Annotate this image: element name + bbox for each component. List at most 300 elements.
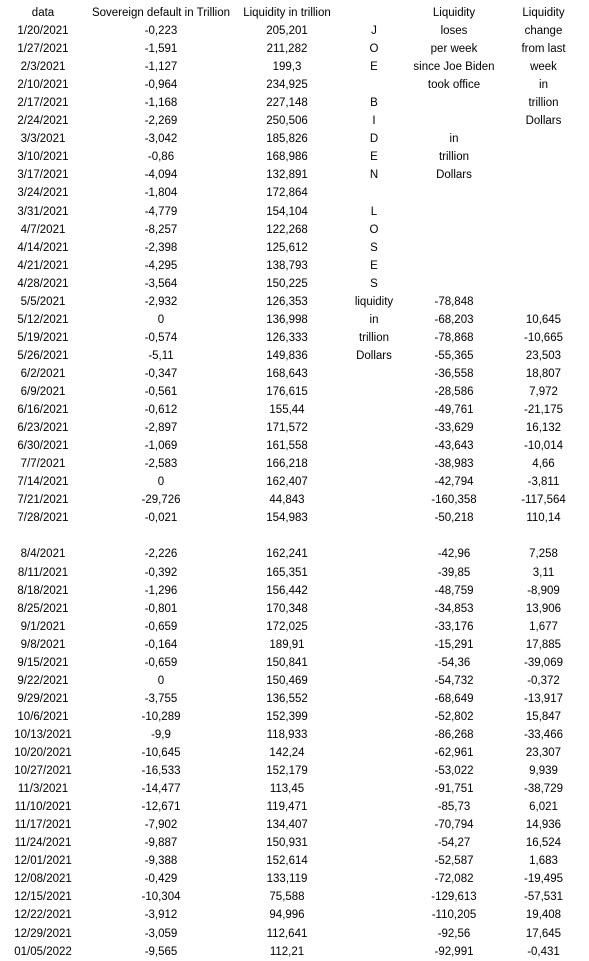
date-cell: 3/17/2021 [17, 169, 69, 181]
date-cell: 4/28/2021 [17, 278, 69, 290]
annotation-cell [338, 491, 410, 509]
sovereign-default-cell: -0,429 [144, 873, 178, 885]
liquidity-change-cell: 3,11 [532, 567, 555, 579]
liquidity-loss-cell: -38,983 [434, 458, 474, 470]
date-cell: 8/18/2021 [17, 585, 69, 597]
sovereign-default-cell: -14,477 [141, 783, 181, 795]
liquidity-change-cell [498, 239, 589, 257]
annotation-cell [338, 618, 410, 636]
liquidity-cell: 125,612 [266, 242, 308, 254]
annotation-cell [338, 726, 410, 744]
liquidity-cell: 162,407 [266, 476, 308, 488]
liquidity-loss-cell [410, 257, 498, 275]
sovereign-default-cell: -10,289 [141, 711, 181, 723]
date-cell: 5/5/2021 [20, 296, 66, 308]
liquidity-cell: 227,148 [266, 97, 308, 109]
liquidity-cell: 150,931 [266, 837, 308, 849]
annotation-cell [338, 672, 410, 690]
liquidity-change-cell [498, 166, 589, 184]
annotation-cell [338, 798, 410, 816]
liquidity-loss-cell: -42,794 [434, 476, 474, 488]
sovereign-default-cell: -3,755 [144, 693, 178, 705]
sovereign-default-cell: -0,561 [144, 386, 178, 398]
liquidity-loss-cell [410, 221, 498, 239]
liquidity-change-cell: 23,307 [525, 747, 562, 759]
annotation-cell: E [370, 260, 378, 272]
annotation-cell: I [372, 115, 376, 127]
sovereign-default-cell: -16,533 [141, 765, 181, 777]
header-liquidity: Liquidity in trillion [243, 7, 331, 19]
sovereign-default-cell: -0,612 [144, 404, 178, 416]
liquidity-loss-cell: -33,629 [434, 422, 474, 434]
annotation-cell [338, 925, 410, 943]
liquidity-change-cell: -39,069 [523, 657, 563, 669]
date-cell: 10/27/2021 [14, 765, 72, 777]
date-cell: 7/21/2021 [17, 494, 69, 506]
annotation-cell [338, 888, 410, 906]
liquidity-loss-cell [410, 239, 498, 257]
date-cell: 6/9/2021 [20, 386, 66, 398]
annotation-cell [338, 365, 410, 383]
date-cell: 2/24/2021 [17, 115, 69, 127]
liquidity-loss-cell: -68,649 [434, 693, 474, 705]
liquidity-loss-cell: -129,613 [431, 891, 477, 903]
sovereign-default-cell: -0,659 [144, 621, 178, 633]
date-cell: 12/15/2021 [14, 891, 72, 903]
liquidity-cell: 44,843 [269, 494, 305, 506]
annotation-cell: D [369, 133, 379, 145]
header-date: data [31, 7, 55, 19]
liquidity-loss-cell: in [449, 133, 459, 145]
liquidity-change-cell: Dollars [525, 115, 562, 127]
liquidity-cell: 154,983 [266, 512, 308, 524]
liquidity-change-cell [498, 148, 589, 166]
liquidity-change-cell: 19,408 [525, 909, 562, 921]
sovereign-default-cell [86, 527, 236, 545]
sovereign-default-cell: -0,86 [147, 151, 175, 163]
date-cell: 9/22/2021 [17, 675, 69, 687]
liquidity-change-cell: 17,645 [525, 928, 562, 940]
liquidity-change-cell: 7,258 [529, 548, 558, 560]
date-cell: 1/20/2021 [17, 25, 69, 37]
liquidity-cell: 118,933 [266, 729, 308, 741]
liquidity-loss-cell: -86,268 [434, 729, 474, 741]
date-cell: 12/22/2021 [14, 909, 72, 921]
liquidity-loss-cell: -55,365 [434, 350, 474, 362]
liquidity-cell: 155,44 [269, 404, 305, 416]
sovereign-default-cell: 0 [157, 314, 165, 326]
liquidity-loss-cell: -54,732 [434, 675, 474, 687]
liquidity-loss-cell: -92,56 [437, 928, 471, 940]
annotation-cell [338, 582, 410, 600]
liquidity-cell: 172,864 [266, 187, 308, 199]
date-cell: 3/31/2021 [17, 206, 69, 218]
annotation-cell [338, 527, 410, 545]
date-cell: 8/11/2021 [17, 567, 69, 579]
annotation-cell: S [370, 242, 378, 254]
liquidity-cell: 122,268 [266, 224, 308, 236]
liquidity-change-cell: -19,495 [523, 873, 563, 885]
liquidity-loss-cell: since Joe Biden [413, 61, 495, 73]
liquidity-cell: 168,643 [266, 368, 308, 380]
sovereign-default-cell: -1,591 [144, 43, 178, 55]
liquidity-loss-cell: -68,203 [434, 314, 474, 326]
annotation-cell [338, 437, 410, 455]
sovereign-default-cell: -3,564 [144, 278, 178, 290]
annotation-cell: trillion [358, 332, 390, 344]
liquidity-change-cell [498, 293, 589, 311]
annotation-cell [338, 852, 410, 870]
liquidity-cell: 112,21 [269, 946, 305, 958]
sovereign-default-cell: -3,059 [144, 928, 178, 940]
liquidity-loss-cell: per week [430, 43, 478, 55]
liquidity-cell: 166,218 [266, 458, 308, 470]
annotation-cell [338, 744, 410, 762]
liquidity-change-cell: -0,372 [527, 675, 560, 687]
liquidity-change-cell: 7,972 [529, 386, 558, 398]
liquidity-cell: 136,552 [266, 693, 308, 705]
liquidity-change-cell [498, 221, 589, 239]
annotation-cell: L [370, 206, 378, 218]
liquidity-change-cell: -10,665 [523, 332, 563, 344]
annotation-cell: liquidity [354, 296, 394, 308]
liquidity-cell: 126,333 [266, 332, 308, 344]
annotation-cell [338, 636, 410, 654]
liquidity-cell: 138,793 [266, 260, 308, 272]
liquidity-loss-cell: -160,358 [431, 494, 477, 506]
date-cell: 12/08/2021 [14, 873, 72, 885]
liquidity-loss-cell: -48,759 [434, 585, 474, 597]
liquidity-loss-cell: trillion [438, 151, 470, 163]
date-cell: 7/14/2021 [17, 476, 69, 488]
liquidity-change-cell: -8,909 [527, 585, 560, 597]
liquidity-cell: 168,986 [266, 151, 308, 163]
date-cell: 8/25/2021 [17, 603, 69, 615]
liquidity-change-cell: -57,531 [523, 891, 563, 903]
liquidity-change-cell: 18,807 [525, 368, 562, 380]
sovereign-default-cell: -3,042 [144, 133, 178, 145]
liquidity-loss-cell: -92,991 [434, 946, 474, 958]
liquidity-loss-cell: -49,761 [434, 404, 474, 416]
date-cell: 4/21/2021 [17, 260, 69, 272]
liquidity-loss-cell: -33,176 [434, 621, 474, 633]
sovereign-default-cell: -1,296 [144, 585, 178, 597]
sovereign-default-cell: -4,094 [144, 169, 178, 181]
date-cell: 6/23/2021 [17, 422, 69, 434]
annotation-cell [338, 906, 410, 924]
date-cell: 9/15/2021 [17, 657, 69, 669]
annotation-cell: J [371, 25, 377, 37]
date-cell: 01/05/2022 [14, 946, 72, 958]
liquidity-change-cell: -0,431 [527, 946, 560, 958]
date-cell: 5/19/2021 [17, 332, 69, 344]
date-cell [0, 527, 86, 545]
liquidity-change-cell [498, 257, 589, 275]
date-cell: 11/17/2021 [14, 819, 72, 831]
liquidity-change-cell [498, 275, 589, 293]
annotation-cell: N [369, 169, 379, 181]
liquidity-loss-cell [410, 275, 498, 293]
liquidity-cell: 161,558 [266, 440, 308, 452]
sovereign-default-cell: -10,645 [141, 747, 181, 759]
date-cell: 9/8/2021 [20, 639, 66, 651]
sovereign-default-cell: -8,257 [144, 224, 178, 236]
annotation-cell [338, 834, 410, 852]
liquidity-change-cell: -13,917 [523, 693, 563, 705]
annotation-cell: B [370, 97, 378, 109]
annotation-cell [338, 708, 410, 726]
liquidity-loss-cell: -43,643 [434, 440, 474, 452]
date-cell: 8/4/2021 [20, 548, 66, 560]
liquidity-loss-cell: -42,96 [437, 548, 471, 560]
liquidity-change-cell: -38,729 [523, 783, 563, 795]
liquidity-change-cell [498, 527, 589, 545]
date-cell: 2/17/2021 [17, 97, 69, 109]
annotation-cell [338, 690, 410, 708]
annotation-cell [338, 600, 410, 618]
liquidity-change-cell: 14,936 [525, 819, 562, 831]
annotation-cell: E [370, 151, 378, 163]
date-cell: 10/13/2021 [14, 729, 72, 741]
liquidity-change-cell [498, 130, 589, 148]
date-cell: 6/30/2021 [17, 440, 69, 452]
sovereign-default-cell: -12,671 [141, 801, 181, 813]
liquidity-cell: 154,104 [266, 206, 308, 218]
liquidity-change-cell: -3,811 [527, 476, 560, 488]
liquidity-loss-cell: -15,291 [434, 639, 474, 651]
liquidity-loss-cell: -91,751 [434, 783, 474, 795]
sovereign-default-cell: -2,897 [144, 422, 178, 434]
date-cell: 3/3/2021 [20, 133, 66, 145]
liquidity-cell: 94,996 [269, 909, 305, 921]
liquidity-cell: 126,353 [266, 296, 308, 308]
sovereign-default-cell: -2,269 [144, 115, 178, 127]
date-cell: 9/29/2021 [17, 693, 69, 705]
liquidity-cell: 136,998 [266, 314, 308, 326]
sovereign-default-cell: -0,801 [144, 603, 178, 615]
annotation-cell [338, 76, 410, 94]
annotation-cell [338, 564, 410, 582]
sovereign-default-cell: 0 [157, 476, 165, 488]
liquidity-loss-cell: -110,205 [431, 909, 477, 921]
annotation-cell [338, 545, 410, 563]
annotation-cell: E [370, 61, 378, 73]
sovereign-default-cell: -0,659 [144, 657, 178, 669]
liquidity-cell: 250,506 [266, 115, 308, 127]
liquidity-cell: 234,925 [266, 79, 308, 91]
liquidity-change-cell: 13,906 [525, 603, 562, 615]
liquidity-cell: 189,91 [269, 639, 305, 651]
liquidity-loss-cell: -52,802 [434, 711, 474, 723]
annotation-cell [338, 870, 410, 888]
date-cell: 4/7/2021 [20, 224, 66, 236]
liquidity-cell: 172,025 [266, 621, 308, 633]
sovereign-default-cell: -10,304 [141, 891, 181, 903]
sovereign-default-cell: -1,127 [144, 61, 178, 73]
date-cell: 2/3/2021 [20, 61, 66, 73]
liquidity-loss-cell: -39,85 [437, 567, 471, 579]
liquidity-cell: 176,615 [266, 386, 308, 398]
annotation-cell: Dollars [356, 350, 392, 362]
liquidity-change-cell: 16,132 [525, 422, 562, 434]
annotation-cell [338, 762, 410, 780]
liquidity-cell: 162,241 [266, 548, 308, 560]
liquidity-cell: 156,442 [266, 585, 308, 597]
annotation-cell: in [369, 314, 379, 326]
liquidity-change-cell: 1,677 [529, 621, 558, 633]
date-cell: 6/2/2021 [20, 368, 66, 380]
sovereign-default-cell: -9,887 [144, 837, 178, 849]
liquidity-loss-cell: -62,961 [434, 747, 474, 759]
liquidity-loss-cell: -70,794 [434, 819, 474, 831]
liquidity-change-cell: 23,503 [525, 350, 562, 362]
liquidity-cell: 205,201 [266, 25, 308, 37]
sovereign-default-cell: -9,388 [144, 855, 178, 867]
liquidity-change-cell: trillion [528, 97, 559, 109]
liquidity-cell: 165,351 [266, 567, 308, 579]
sovereign-default-cell: -1,069 [144, 440, 178, 452]
sovereign-default-cell: -7,902 [144, 819, 178, 831]
liquidity-loss-cell [410, 184, 498, 202]
sovereign-default-cell: -2,932 [144, 296, 178, 308]
liquidity-change-cell: from last [521, 43, 566, 55]
liquidity-cell: 113,45 [269, 783, 305, 795]
date-cell: 12/29/2021 [14, 928, 72, 940]
sovereign-default-cell: -29,726 [141, 494, 181, 506]
liquidity-loss-cell [410, 112, 498, 130]
liquidity-change-cell: change [524, 25, 563, 37]
sovereign-default-cell: -9,565 [144, 946, 178, 958]
sovereign-default-cell: 0 [157, 675, 165, 687]
sovereign-default-cell: -2,583 [144, 458, 178, 470]
annotation-cell [338, 943, 410, 961]
liquidity-cell: 149,836 [266, 350, 308, 362]
liquidity-cell: 152,614 [266, 855, 308, 867]
liquidity-loss-cell [410, 94, 498, 112]
sovereign-default-cell: -0,164 [144, 639, 178, 651]
liquidity-change-cell: -10,014 [523, 440, 563, 452]
liquidity-loss-cell [410, 527, 498, 545]
date-cell: 10/20/2021 [14, 747, 72, 759]
annotation-cell [338, 816, 410, 834]
liquidity-change-cell: -33,466 [523, 729, 563, 741]
liquidity-change-cell: 1,683 [529, 855, 558, 867]
liquidity-change-cell: 17,885 [525, 639, 562, 651]
liquidity-cell: 150,469 [266, 675, 308, 687]
liquidity-loss-cell: -53,022 [434, 765, 474, 777]
liquidity-cell: 134,407 [266, 819, 308, 831]
liquidity-cell: 150,841 [266, 657, 308, 669]
sovereign-default-cell: -0,223 [144, 25, 178, 37]
liquidity-cell: 152,179 [266, 765, 308, 777]
liquidity-cell: 152,399 [266, 711, 308, 723]
liquidity-change-cell: -117,564 [521, 494, 566, 506]
liquidity-cell: 185,826 [266, 133, 308, 145]
liquidity-cell [236, 527, 338, 545]
sovereign-default-cell: -1,804 [144, 187, 178, 199]
liquidity-cell: 119,471 [266, 801, 308, 813]
liquidity-loss-cell: loses [440, 25, 468, 37]
liquidity-loss-cell: -34,853 [434, 603, 474, 615]
sovereign-default-cell: -5,11 [148, 350, 174, 362]
date-cell: 9/1/2021 [20, 621, 66, 633]
header-liquidity-change: Liquidity [522, 7, 565, 19]
annotation-cell: O [369, 43, 379, 55]
liquidity-loss-cell [410, 203, 498, 221]
annotation-cell [338, 401, 410, 419]
date-cell: 7/7/2021 [20, 458, 66, 470]
annotation-cell [338, 509, 410, 527]
annotation-cell [338, 383, 410, 401]
liquidity-cell: 132,891 [266, 169, 308, 181]
date-cell: 2/10/2021 [17, 79, 69, 91]
annotation-cell [338, 654, 410, 672]
date-cell: 7/28/2021 [17, 512, 69, 524]
liquidity-change-cell: 15,847 [525, 711, 562, 723]
date-cell: 3/24/2021 [17, 187, 69, 199]
liquidity-loss-cell: -78,848 [434, 296, 474, 308]
liquidity-change-cell: in [539, 79, 548, 91]
header-sovereign-default: Sovereign default in Trillion [91, 7, 231, 19]
date-cell: 5/12/2021 [17, 314, 69, 326]
annotation-cell [338, 473, 410, 491]
date-cell: 5/26/2021 [17, 350, 69, 362]
liquidity-change-cell [498, 203, 589, 221]
annotation-cell [338, 780, 410, 798]
annotation-cell [338, 184, 410, 202]
header-liquidity-loss: Liquidity [432, 7, 476, 19]
liquidity-change-cell: 110,14 [526, 512, 561, 524]
liquidity-change-cell: 9,939 [529, 765, 558, 777]
sovereign-default-cell: -4,779 [144, 206, 178, 218]
sovereign-default-cell: -0,964 [144, 79, 178, 91]
annotation-cell: O [369, 224, 379, 236]
liquidity-loss-cell: -54,36 [437, 657, 471, 669]
date-cell: 11/24/2021 [14, 837, 72, 849]
sovereign-default-cell: -0,021 [144, 512, 178, 524]
liquidity-cell: 171,572 [266, 422, 308, 434]
date-cell: 4/14/2021 [17, 242, 69, 254]
liquidity-cell: 133,119 [266, 873, 308, 885]
sovereign-default-cell: -0,392 [144, 567, 178, 579]
date-cell: 3/10/2021 [17, 151, 69, 163]
date-cell: 1/27/2021 [17, 43, 69, 55]
date-cell: 11/10/2021 [14, 801, 72, 813]
liquidity-loss-cell: Dollars [436, 169, 472, 181]
sovereign-default-cell: -3,912 [144, 909, 178, 921]
sovereign-default-cell: -4,295 [144, 260, 178, 272]
liquidity-loss-cell: -50,218 [434, 512, 474, 524]
sovereign-default-cell: -2,226 [144, 548, 178, 560]
liquidity-loss-cell: -28,586 [434, 386, 474, 398]
sovereign-default-cell: -2,398 [144, 242, 178, 254]
annotation-cell [338, 419, 410, 437]
sovereign-default-cell: -9,9 [151, 729, 171, 741]
liquidity-cell: 211,282 [266, 43, 308, 55]
liquidity-cell: 150,225 [266, 278, 308, 290]
sovereign-default-cell: -0,574 [144, 332, 178, 344]
liquidity-change-cell: -21,175 [523, 404, 563, 416]
sovereign-default-cell: -0,347 [144, 368, 178, 380]
liquidity-change-cell [498, 184, 589, 202]
liquidity-change-cell: 10,645 [525, 314, 562, 326]
liquidity-change-cell: 16,524 [525, 837, 562, 849]
liquidity-change-cell: 4,66 [532, 458, 555, 470]
annotation-cell: S [370, 278, 378, 290]
liquidity-loss-cell: -52,587 [434, 855, 474, 867]
liquidity-loss-cell: -85,73 [437, 801, 471, 813]
liquidity-loss-cell: -72,082 [434, 873, 474, 885]
